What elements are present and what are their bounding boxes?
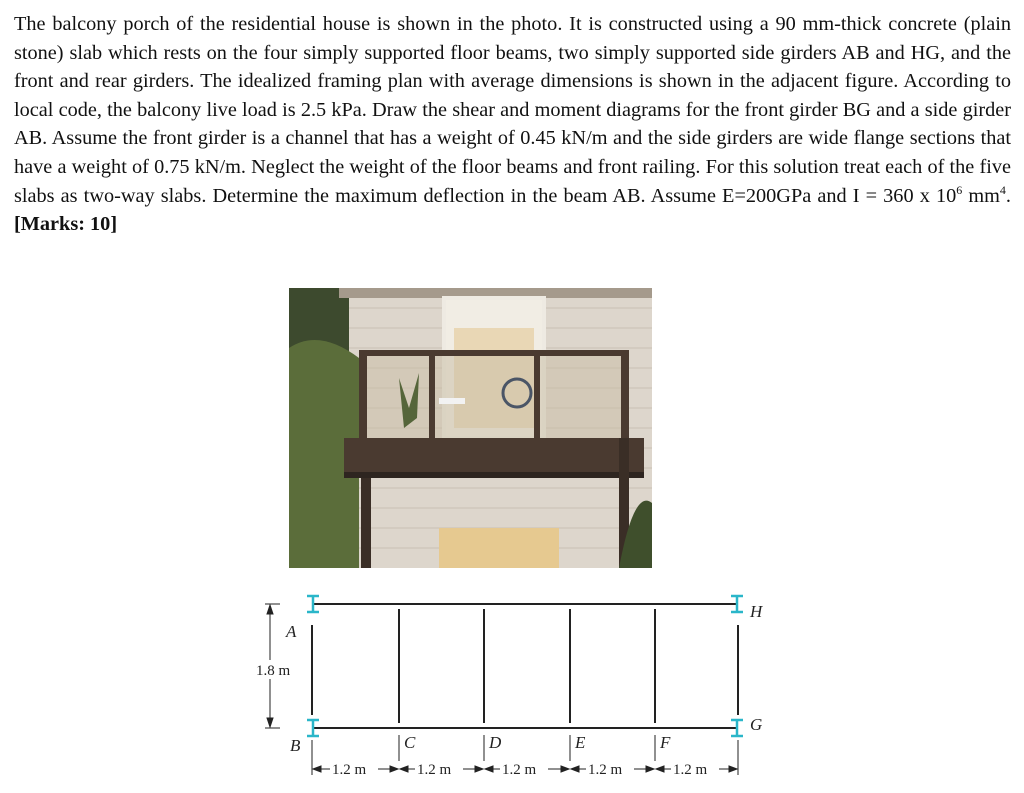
label-E: E [575, 733, 586, 752]
label-F: F [660, 733, 671, 752]
exponent-4: 4 [999, 182, 1006, 197]
label-H: H [750, 602, 763, 621]
label-D: D [489, 733, 502, 752]
balcony-photo [289, 288, 652, 568]
span-3: 1.2 m [502, 762, 537, 778]
problem-body: The balcony porch of the residential house is shown in the photo. It is constructed using a 90 mm-thick concrete (plain stone) slab which rests on the four simply supported floor beams, two simply supported side girders AB and HG, and the front and rear girders. The idealized framing plan with average dimensions is shown in the adjacent figure. According to local code, the balcony live load is 2.5 kPa. Draw the shear and moment diagrams for the front girder BG and a side girder AB. Assume the front girder is a channel that has a weight of 0.45 kN/m and the side girders are wide flange sections that have a weight of 0.75 kN/m. Neglect the weight of the floor beams and front railing. For this solution treat each of the five slabs as two-way slabs. Determine the maximum deflection in the beam AB. Assume E=200GPa and I = 360 x 10 [14, 13, 1011, 207]
label-A: A [286, 622, 297, 641]
span-5: 1.2 m [673, 762, 708, 778]
exponent-6: 6 [956, 182, 963, 197]
label-C: C [404, 733, 416, 752]
span-1: 1.2 m [332, 762, 367, 778]
span-4: 1.2 m [588, 762, 623, 778]
framing-plan [250, 585, 780, 790]
problem-tail: . [1005, 184, 1011, 207]
problem-statement [14, 10, 1011, 239]
label-B: B [290, 736, 301, 755]
label-G: G [750, 715, 763, 734]
height-dimension: 1.8 m [256, 663, 291, 679]
unit-mm: mm [962, 184, 1000, 207]
marks-label: [Marks: 10] [14, 213, 118, 236]
span-2: 1.2 m [417, 762, 452, 778]
